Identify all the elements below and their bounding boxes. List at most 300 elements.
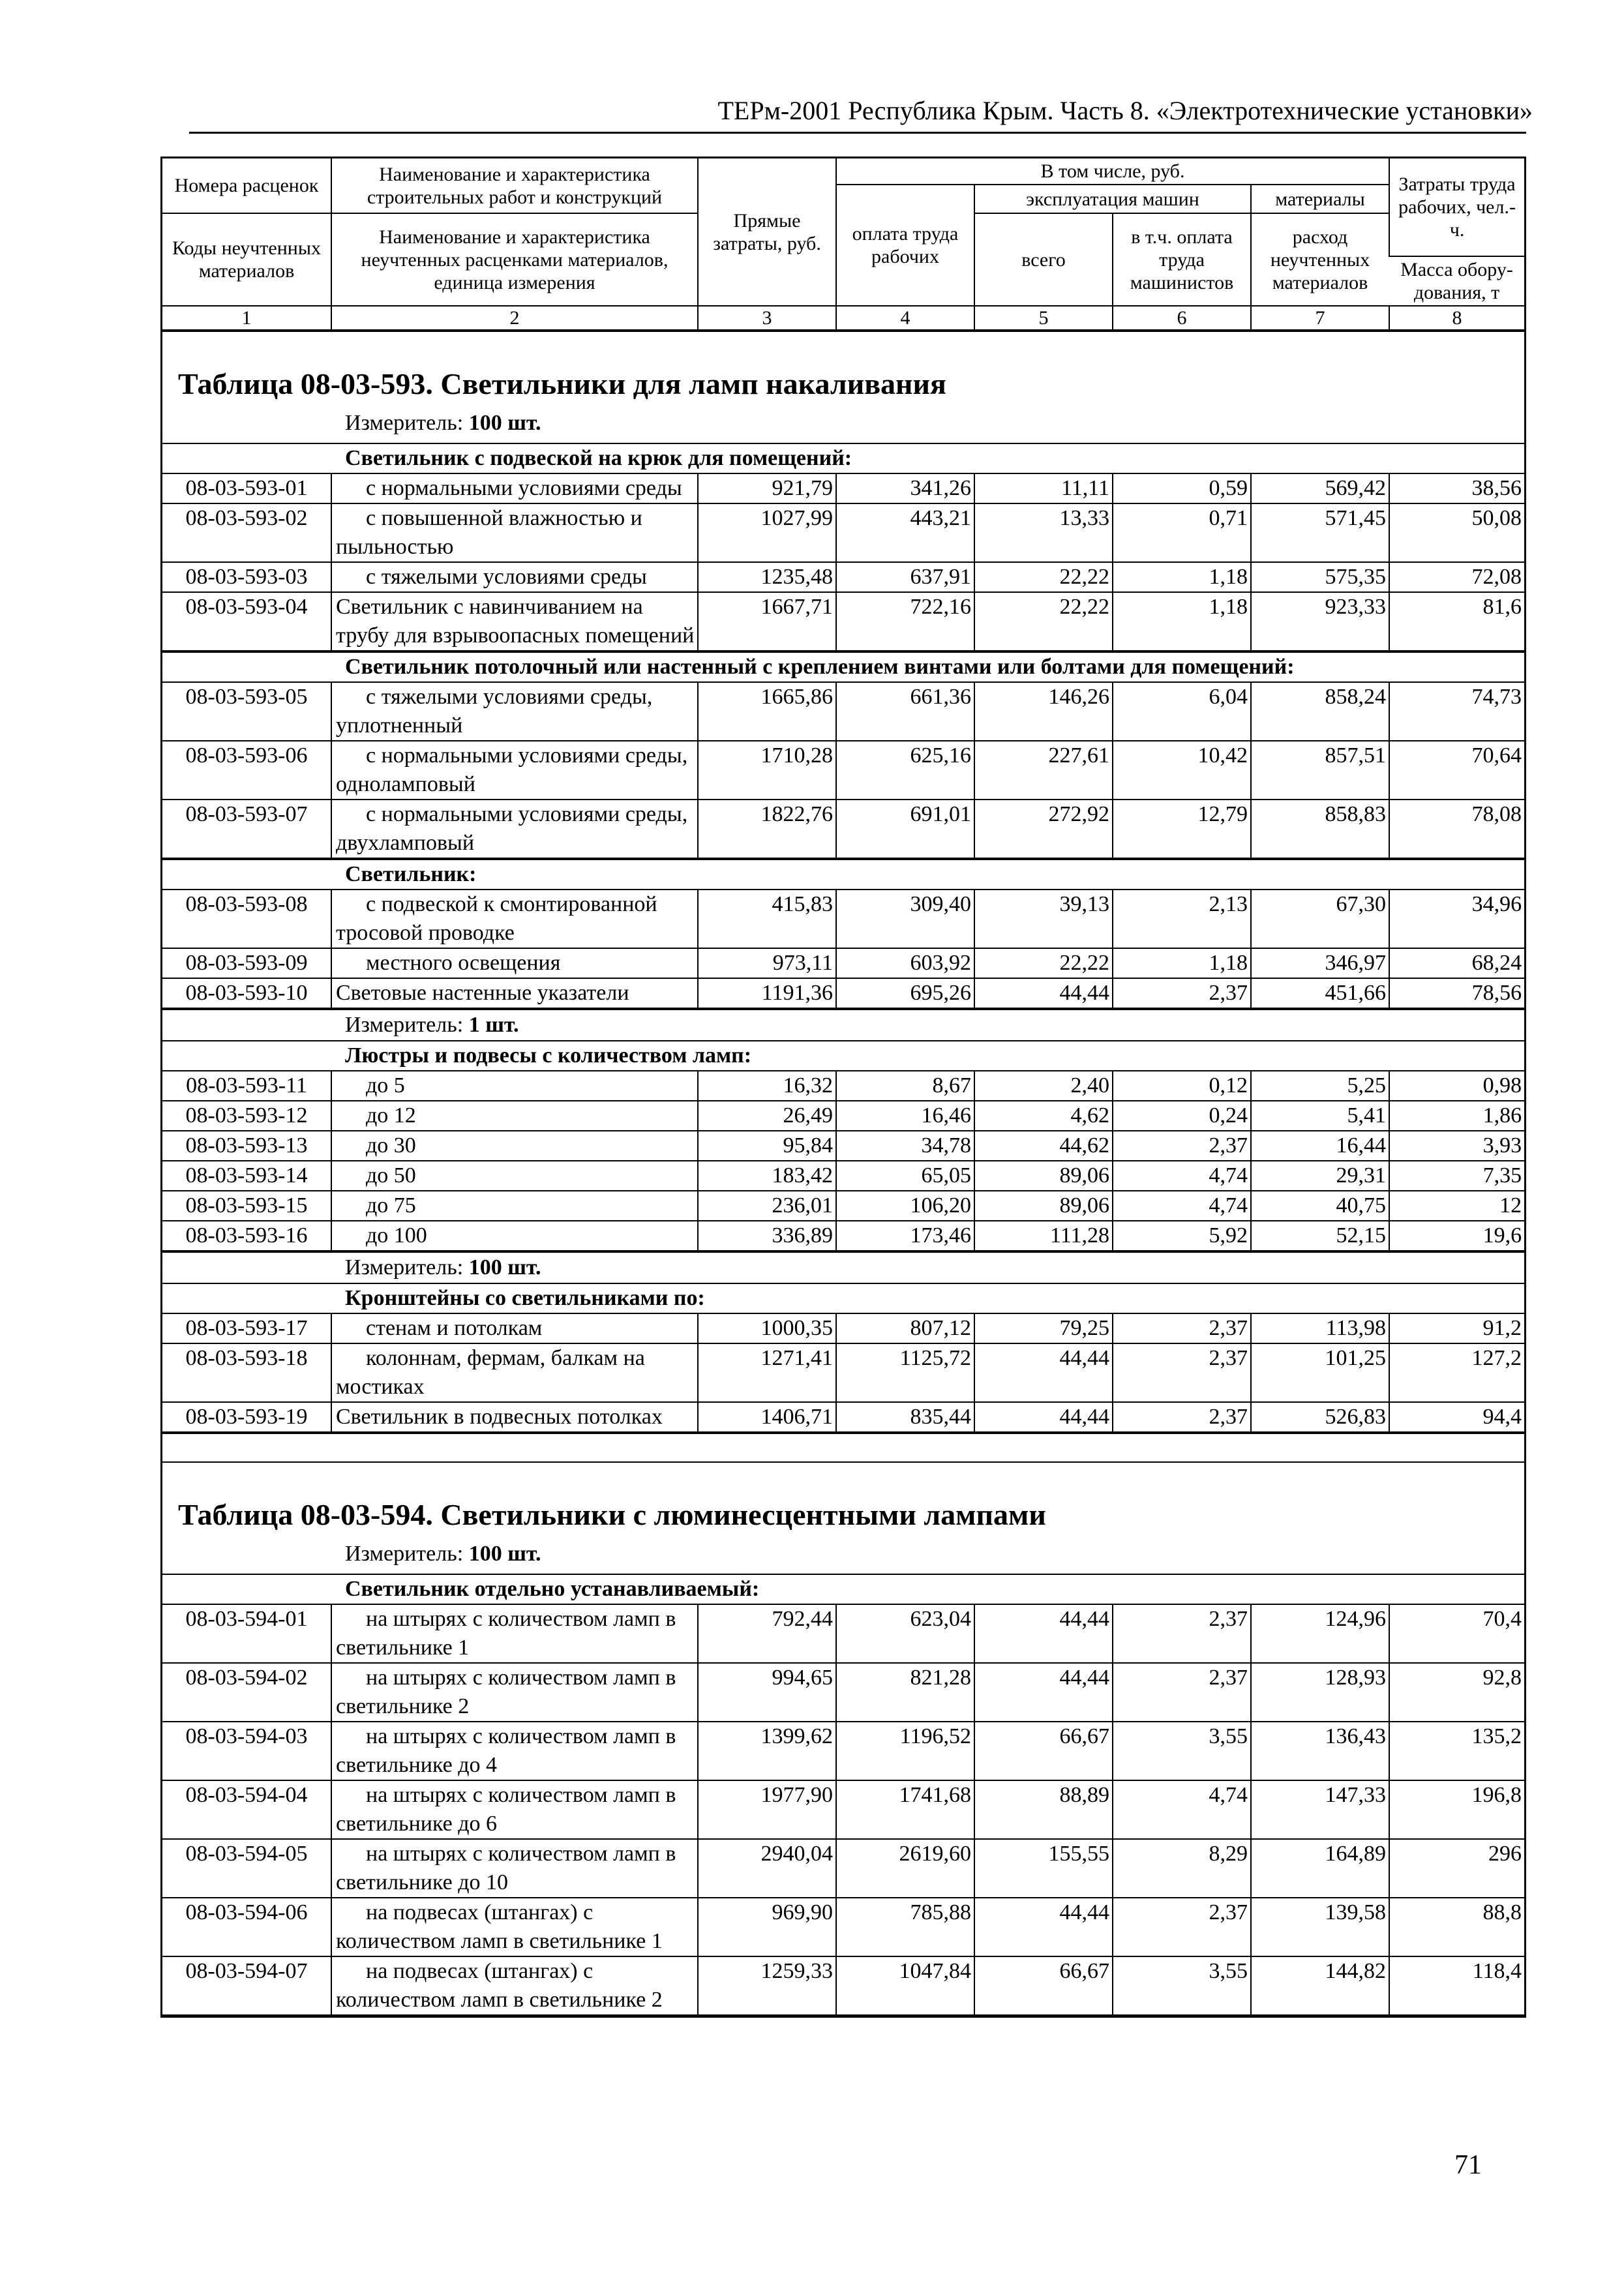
operator-labor-cost: 3,55: [1113, 1722, 1251, 1780]
rate-code: 08-03-593-02: [162, 503, 331, 562]
rate-code: 08-03-593-16: [162, 1221, 331, 1251]
labor-hours: 127,2: [1389, 1343, 1524, 1402]
labor-cost: 785,88: [836, 1898, 974, 1956]
labor-hours: 78,08: [1389, 800, 1524, 858]
rate-row: [162, 1663, 1524, 1722]
labor-hours: 12: [1389, 1191, 1524, 1221]
machine-cost: 89,06: [974, 1161, 1113, 1191]
direct-costs: 1271,41: [698, 1343, 836, 1402]
labor-hours: 118,4: [1389, 1956, 1524, 2015]
labor-cost: 722,16: [836, 592, 974, 651]
direct-costs: 415,83: [698, 890, 836, 948]
rate-code: 08-03-594-01: [162, 1604, 331, 1663]
header-number: 4: [836, 306, 974, 330]
measure-label: Измеритель:: [345, 1542, 464, 1566]
work-name: [331, 1101, 698, 1131]
materials-cost: 67,30: [1251, 890, 1389, 948]
operator-labor-cost: 2,37: [1113, 1898, 1251, 1956]
operator-labor-cost: 0,12: [1113, 1071, 1251, 1101]
rate-row: [162, 800, 1524, 858]
labor-hours: 50,08: [1389, 503, 1524, 562]
rate-row: [162, 1780, 1524, 1839]
operator-labor-cost: 4,74: [1113, 1161, 1251, 1191]
rate-row: [162, 1402, 1524, 1432]
direct-costs: 95,84: [698, 1131, 836, 1161]
work-name: [331, 592, 698, 651]
table-title: Таблица 08-03-594. Светильники с люминесцентными лампами: [178, 1498, 1046, 1531]
rate-row: [162, 682, 1524, 741]
operator-labor-cost: 6,04: [1113, 682, 1251, 741]
labor-hours: 196,8: [1389, 1780, 1524, 1839]
operator-labor-cost: 0,24: [1113, 1101, 1251, 1131]
table-title: Таблица 08-03-593. Светильники для ламп накаливания: [178, 367, 946, 400]
work-name: [331, 1722, 698, 1780]
labor-hours: 72,08: [1389, 562, 1524, 592]
materials-cost: 451,66: [1251, 978, 1389, 1008]
work-name: [331, 562, 698, 592]
materials-cost: 101,25: [1251, 1343, 1389, 1402]
work-name-text: Светильник в подвесных потолках: [336, 1405, 663, 1429]
work-name-text: с повышенной влажностью и пыльностью: [336, 506, 642, 559]
work-name-text: с нормальными условиями среды: [366, 476, 682, 500]
measure-value: 100 шт.: [468, 1255, 541, 1279]
work-name: [331, 1663, 698, 1722]
header-col1-top: Номера расценок: [162, 158, 331, 213]
operator-labor-cost: 2,13: [1113, 890, 1251, 948]
operator-labor-cost: 8,29: [1113, 1839, 1251, 1898]
machine-cost: 146,26: [974, 682, 1113, 741]
work-name-text: с подвеской к смонтированной тросовой проводке: [336, 892, 657, 945]
materials-cost: 5,25: [1251, 1071, 1389, 1101]
materials-cost: 29,31: [1251, 1161, 1389, 1191]
materials-cost: 113,98: [1251, 1313, 1389, 1343]
direct-costs: 973,11: [698, 948, 836, 978]
rate-code: 08-03-594-04: [162, 1780, 331, 1839]
materials-cost: 569,42: [1251, 473, 1389, 503]
labor-cost: 835,44: [836, 1402, 974, 1432]
work-name: [331, 682, 698, 741]
labor-cost: 341,26: [836, 473, 974, 503]
machine-cost: 227,61: [974, 741, 1113, 800]
table-heading: [162, 331, 1524, 443]
work-name: [331, 1956, 698, 2015]
materials-cost: 858,24: [1251, 682, 1389, 741]
direct-costs: 1399,62: [698, 1722, 836, 1780]
rate-code: 08-03-593-12: [162, 1101, 331, 1131]
rate-row: [162, 1131, 1524, 1161]
direct-costs: 969,90: [698, 1898, 836, 1956]
work-name-text: на подвесах (штангах) с количеством ламп в светильнике 1: [336, 1900, 663, 1953]
work-name-text: на штырях с количеством ламп в светильнике 2: [336, 1666, 676, 1718]
rate-row: [162, 503, 1524, 562]
direct-costs: 1665,86: [698, 682, 836, 741]
header-number: 2: [331, 306, 698, 330]
direct-costs: 1822,76: [698, 800, 836, 858]
work-name: [331, 948, 698, 978]
rate-tables: [162, 331, 1524, 2016]
rate-code: 08-03-594-07: [162, 1956, 331, 2015]
group-heading-row: [162, 652, 1524, 682]
labor-hours: 38,56: [1389, 473, 1524, 503]
labor-hours: 70,64: [1389, 741, 1524, 800]
labor-cost: 821,28: [836, 1663, 974, 1722]
rate-code: 08-03-593-13: [162, 1131, 331, 1161]
rate-row: [162, 473, 1524, 503]
rates-table: [162, 859, 1524, 1009]
rate-row: [162, 1071, 1524, 1101]
rate-row: [162, 1722, 1524, 1780]
machine-cost: 88,89: [974, 1780, 1113, 1839]
page-number: 71: [1454, 2150, 1482, 2180]
labor-cost: 1047,84: [836, 1956, 974, 2015]
header-col5: всего: [974, 213, 1113, 306]
measure-label: Измеритель:: [345, 1013, 464, 1037]
header-group: В том числе, руб.: [836, 158, 1389, 185]
work-name: [331, 741, 698, 800]
operator-labor-cost: 1,18: [1113, 592, 1251, 651]
header-col8-bottom: Масса обору-дования, т: [1389, 256, 1524, 306]
materials-cost: 16,44: [1251, 1131, 1389, 1161]
labor-cost: 625,16: [836, 741, 974, 800]
materials-cost: 923,33: [1251, 592, 1389, 651]
section-gap: [162, 1433, 1524, 1461]
labor-cost: 2619,60: [836, 1839, 974, 1898]
header-col8-top: Затраты труда рабочих, чел.-ч.: [1389, 158, 1524, 256]
measure-unit-row: [162, 1251, 1524, 1283]
operator-labor-cost: 10,42: [1113, 741, 1251, 800]
header-number: 7: [1251, 306, 1389, 330]
measure-unit-row: [162, 1009, 1524, 1040]
machine-cost: 272,92: [974, 800, 1113, 858]
direct-costs: 26,49: [698, 1101, 836, 1131]
direct-costs: 1000,35: [698, 1313, 836, 1343]
work-name-text: до 12: [366, 1103, 416, 1128]
machine-cost: 89,06: [974, 1191, 1113, 1221]
operator-labor-cost: 2,37: [1113, 1343, 1251, 1402]
direct-costs: 16,32: [698, 1071, 836, 1101]
work-name-text: с нормальными условиями среды, двухламповый: [336, 802, 688, 855]
operator-labor-cost: 1,18: [1113, 562, 1251, 592]
work-name-text: до 5: [366, 1073, 405, 1098]
rate-code: 08-03-593-19: [162, 1402, 331, 1432]
work-name-text: с тяжелыми условиями среды: [366, 565, 647, 589]
rate-code: 08-03-593-09: [162, 948, 331, 978]
group-heading: Светильник с подвеской на крюк для помещений:: [162, 443, 1524, 473]
labor-cost: 1196,52: [836, 1722, 974, 1780]
labor-hours: 94,4: [1389, 1402, 1524, 1432]
labor-cost: 661,36: [836, 682, 974, 741]
header-machines: эксплуатация машин: [974, 185, 1251, 213]
direct-costs: 1027,99: [698, 503, 836, 562]
measure-unit: [345, 1540, 541, 1568]
rates-table: [162, 443, 1524, 651]
direct-costs: 336,89: [698, 1221, 836, 1251]
direct-costs: 994,65: [698, 1663, 836, 1722]
column-header-table: [162, 158, 1524, 331]
header-col3: Прямые затраты, руб.: [698, 158, 836, 306]
rate-code: 08-03-594-03: [162, 1722, 331, 1780]
measure-unit: [345, 409, 541, 438]
header-number: 8: [1389, 306, 1524, 330]
work-name: [331, 1604, 698, 1663]
machine-cost: 39,13: [974, 890, 1113, 948]
rate-row: [162, 1161, 1524, 1191]
header-col6: в т.ч. оплата труда машинистов: [1113, 213, 1251, 306]
materials-cost: 346,97: [1251, 948, 1389, 978]
rates-table: [162, 651, 1524, 859]
materials-cost: 139,58: [1251, 1898, 1389, 1956]
operator-labor-cost: 2,37: [1113, 1663, 1251, 1722]
work-name-text: Световые настенные указатели: [336, 981, 629, 1005]
operator-labor-cost: 4,74: [1113, 1191, 1251, 1221]
work-name: [331, 1191, 698, 1221]
rate-code: 08-03-593-11: [162, 1071, 331, 1101]
labor-hours: 70,4: [1389, 1604, 1524, 1663]
labor-hours: 3,93: [1389, 1131, 1524, 1161]
materials-cost: 128,93: [1251, 1663, 1389, 1722]
materials-cost: 164,89: [1251, 1839, 1389, 1898]
measure-value: 100 шт.: [468, 411, 541, 435]
machine-cost: 2,40: [974, 1071, 1113, 1101]
group-heading-row: [162, 860, 1524, 890]
rate-table-section: [162, 331, 1524, 1433]
direct-costs: 2940,04: [698, 1839, 836, 1898]
labor-cost: 603,92: [836, 948, 974, 978]
rate-code: 08-03-593-05: [162, 682, 331, 741]
group-heading-row: [162, 443, 1524, 473]
direct-costs: 1977,90: [698, 1780, 836, 1839]
rates-table: [162, 1040, 1524, 1251]
work-name: [331, 1131, 698, 1161]
operator-labor-cost: 2,37: [1113, 1313, 1251, 1343]
materials-cost: 858,83: [1251, 800, 1389, 858]
machine-cost: 79,25: [974, 1313, 1113, 1343]
labor-cost: 691,01: [836, 800, 974, 858]
labor-hours: 1,86: [1389, 1101, 1524, 1131]
rate-code: 08-03-593-18: [162, 1343, 331, 1402]
header-rule: [189, 132, 1526, 134]
header-number: 3: [698, 306, 836, 330]
rate-code: 08-03-593-04: [162, 592, 331, 651]
rate-row: [162, 1221, 1524, 1251]
operator-labor-cost: 2,37: [1113, 1131, 1251, 1161]
machine-cost: 44,44: [974, 978, 1113, 1008]
work-name: [331, 1780, 698, 1839]
materials-cost: 857,51: [1251, 741, 1389, 800]
group-heading-row: [162, 1041, 1524, 1071]
rate-code: 08-03-594-05: [162, 1839, 331, 1898]
direct-costs: 1667,71: [698, 592, 836, 651]
rate-table-section: [162, 1461, 1524, 2016]
rate-row: [162, 1956, 1524, 2015]
materials-cost: 144,82: [1251, 1956, 1389, 2015]
rate-code: 08-03-594-06: [162, 1898, 331, 1956]
materials-cost: 575,35: [1251, 562, 1389, 592]
rate-code: 08-03-593-07: [162, 800, 331, 858]
labor-cost: 637,91: [836, 562, 974, 592]
operator-labor-cost: 3,55: [1113, 1956, 1251, 2015]
labor-cost: 1125,72: [836, 1343, 974, 1402]
measure-label: Измеритель:: [345, 411, 464, 435]
work-name-text: с тяжелыми условиями среды, уплотненный: [336, 685, 653, 738]
materials-cost: 571,45: [1251, 503, 1389, 562]
table-heading: [162, 1461, 1524, 1574]
measure-value: 1 шт.: [468, 1013, 519, 1037]
direct-costs: 183,42: [698, 1161, 836, 1191]
rate-code: 08-03-594-02: [162, 1663, 331, 1722]
rate-code: 08-03-593-17: [162, 1313, 331, 1343]
operator-labor-cost: 2,37: [1113, 978, 1251, 1008]
operator-labor-cost: 0,59: [1113, 473, 1251, 503]
rate-row: [162, 1898, 1524, 1956]
rates-table: [162, 1574, 1524, 2016]
labor-cost: 695,26: [836, 978, 974, 1008]
rate-code: 08-03-593-03: [162, 562, 331, 592]
work-name-text: до 100: [366, 1223, 427, 1248]
rate-row: [162, 1604, 1524, 1663]
direct-costs: 1191,36: [698, 978, 836, 1008]
work-name-text: на штырях с количеством ламп в светильнике 1: [336, 1607, 676, 1660]
direct-costs: 1235,48: [698, 562, 836, 592]
rate-sheet: [160, 157, 1526, 2018]
header-number: 1: [162, 306, 331, 330]
running-header: ТЕРм-2001 Республика Крым. Часть 8. «Электротехнические установки»: [717, 96, 1533, 125]
operator-labor-cost: 12,79: [1113, 800, 1251, 858]
rate-row: [162, 890, 1524, 948]
group-heading: Светильник:: [162, 860, 1524, 890]
machine-cost: 22,22: [974, 562, 1113, 592]
rates-table: [162, 1283, 1524, 1433]
machine-cost: 11,11: [974, 473, 1113, 503]
labor-cost: 173,46: [836, 1221, 974, 1251]
work-name-text: на штырях с количеством ламп в светильнике до 6: [336, 1783, 676, 1836]
rate-row: [162, 562, 1524, 592]
header-col7: расход неучтенных материалов: [1251, 213, 1389, 306]
header-materials: материалы: [1251, 185, 1389, 213]
operator-labor-cost: 5,92: [1113, 1221, 1251, 1251]
materials-cost: 52,15: [1251, 1221, 1389, 1251]
labor-hours: 68,24: [1389, 948, 1524, 978]
machine-cost: 22,22: [974, 592, 1113, 651]
materials-cost: 5,41: [1251, 1101, 1389, 1131]
labor-cost: 16,46: [836, 1101, 974, 1131]
direct-costs: 1259,33: [698, 1956, 836, 2015]
labor-cost: 34,78: [836, 1131, 974, 1161]
work-name: [331, 978, 698, 1008]
labor-hours: 135,2: [1389, 1722, 1524, 1780]
work-name-text: на подвесах (штангах) с количеством ламп в светильнике 2: [336, 1959, 663, 2012]
direct-costs: 792,44: [698, 1604, 836, 1663]
work-name: [331, 890, 698, 948]
labor-hours: 92,8: [1389, 1663, 1524, 1722]
direct-costs: 1406,71: [698, 1402, 836, 1432]
work-name: [331, 1313, 698, 1343]
labor-hours: 296: [1389, 1839, 1524, 1898]
labor-cost: 807,12: [836, 1313, 974, 1343]
labor-cost: 65,05: [836, 1161, 974, 1191]
machine-cost: 155,55: [974, 1839, 1113, 1898]
work-name-text: до 30: [366, 1133, 416, 1158]
machine-cost: 44,44: [974, 1663, 1113, 1722]
work-name-text: с нормальными условиями среды, одноламповый: [336, 743, 688, 796]
work-name-text: стенам и потолкам: [366, 1316, 543, 1340]
labor-cost: 8,67: [836, 1071, 974, 1101]
rate-row: [162, 1313, 1524, 1343]
operator-labor-cost: 4,74: [1113, 1780, 1251, 1839]
group-heading: Светильник потолочный или настенный с креплением винтами или болтами для помещений:: [162, 652, 1524, 682]
operator-labor-cost: 2,37: [1113, 1402, 1251, 1432]
work-name: [331, 800, 698, 858]
labor-cost: 623,04: [836, 1604, 974, 1663]
labor-hours: 0,98: [1389, 1071, 1524, 1101]
rate-code: 08-03-593-14: [162, 1161, 331, 1191]
work-name: [331, 1071, 698, 1101]
work-name-text: на штырях с количеством ламп в светильнике до 4: [336, 1724, 676, 1777]
group-heading: Светильник отдельно устанавливаемый:: [162, 1574, 1524, 1604]
labor-hours: 78,56: [1389, 978, 1524, 1008]
direct-costs: 236,01: [698, 1191, 836, 1221]
rate-row: [162, 592, 1524, 651]
materials-cost: 40,75: [1251, 1191, 1389, 1221]
machine-cost: 66,67: [974, 1956, 1113, 2015]
operator-labor-cost: 2,37: [1113, 1604, 1251, 1663]
materials-cost: 526,83: [1251, 1402, 1389, 1432]
machine-cost: 22,22: [974, 948, 1113, 978]
direct-costs: 1710,28: [698, 741, 836, 800]
labor-cost: 1741,68: [836, 1780, 974, 1839]
machine-cost: 66,67: [974, 1722, 1113, 1780]
rate-row: [162, 948, 1524, 978]
labor-hours: 74,73: [1389, 682, 1524, 741]
header-col4: оплата труда рабочих: [836, 185, 974, 306]
rate-code: 08-03-593-01: [162, 473, 331, 503]
rate-row: [162, 741, 1524, 800]
measure-label: Измеритель:: [345, 1255, 464, 1279]
machine-cost: 44,44: [974, 1343, 1113, 1402]
work-name: [331, 1839, 698, 1898]
header-col2-top: Наименование и характеристика строительных работ и конструкций: [331, 158, 698, 213]
labor-cost: 106,20: [836, 1191, 974, 1221]
header-number: 6: [1113, 306, 1251, 330]
header-col1-bottom: Коды неучтенных материалов: [162, 213, 331, 306]
machine-cost: 44,44: [974, 1402, 1113, 1432]
group-heading: Кронштейны со светильниками по:: [162, 1283, 1524, 1313]
header-col2-bottom: Наименование и характеристика неучтенных расценками материалов, единица измерения: [331, 213, 698, 306]
work-name-text: местного освещения: [366, 951, 561, 975]
rate-code: 08-03-593-08: [162, 890, 331, 948]
work-name: [331, 1221, 698, 1251]
labor-cost: 443,21: [836, 503, 974, 562]
work-name: [331, 1343, 698, 1402]
machine-cost: 44,62: [974, 1131, 1113, 1161]
work-name-text: Светильник с навинчиванием на трубу для взрывоопасных помещений: [336, 595, 695, 648]
machine-cost: 44,44: [974, 1898, 1113, 1956]
work-name-text: колоннам, фермам, балкам на мостиках: [336, 1346, 645, 1399]
rate-code: 08-03-593-15: [162, 1191, 331, 1221]
rate-code: 08-03-593-10: [162, 978, 331, 1008]
rate-code: 08-03-593-06: [162, 741, 331, 800]
work-name: [331, 473, 698, 503]
measure-value: 100 шт.: [468, 1542, 541, 1566]
work-name: [331, 1402, 698, 1432]
labor-hours: 81,6: [1389, 592, 1524, 651]
rate-row: [162, 1343, 1524, 1402]
group-heading-row: [162, 1283, 1524, 1313]
rate-row: [162, 978, 1524, 1008]
materials-cost: 136,43: [1251, 1722, 1389, 1780]
labor-hours: 34,96: [1389, 890, 1524, 948]
header-number: 5: [974, 306, 1113, 330]
